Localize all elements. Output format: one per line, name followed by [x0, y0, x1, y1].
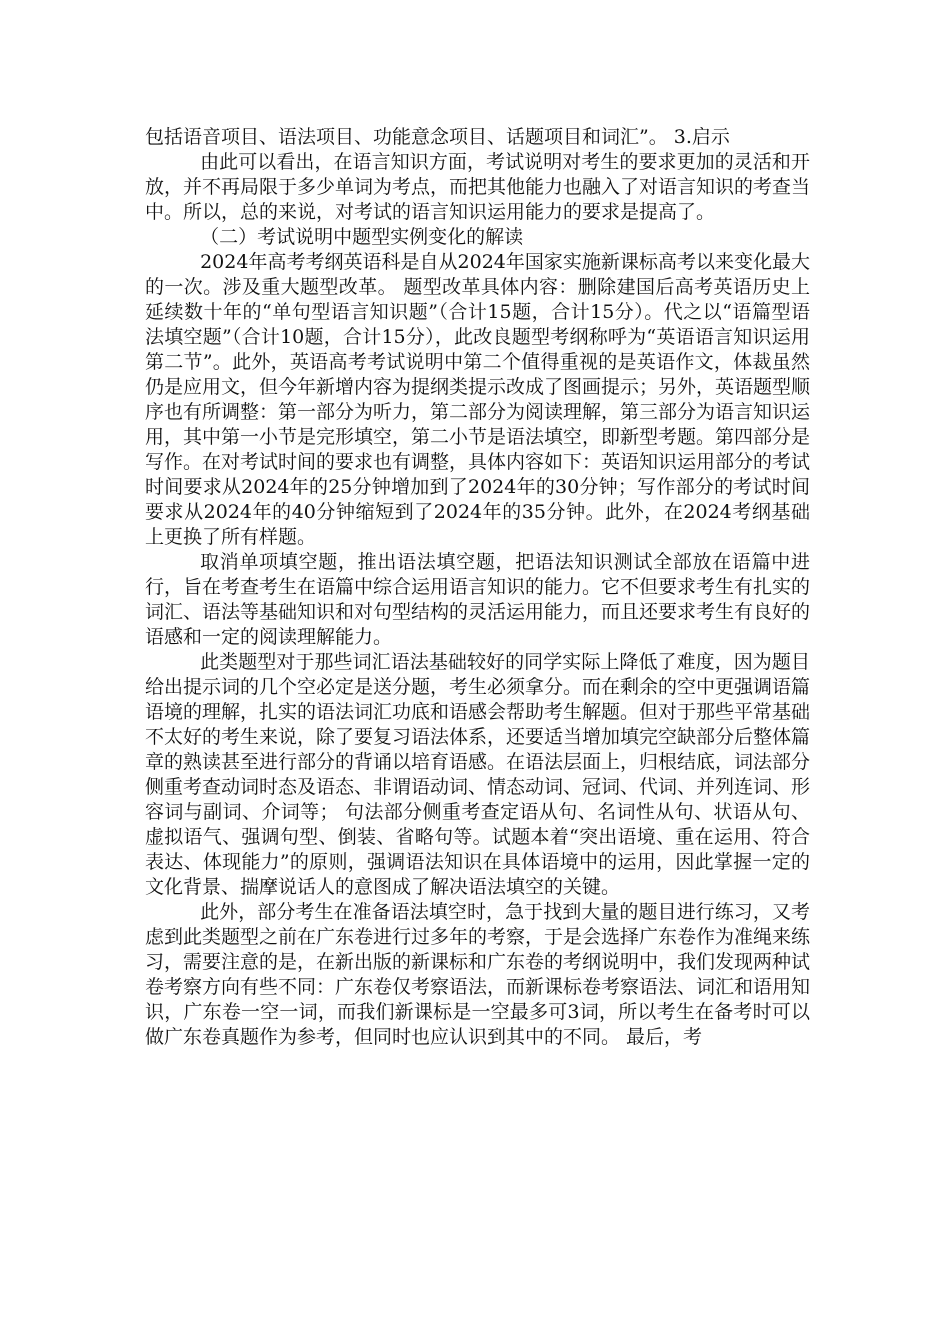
paragraph-5: 此类题型对于那些词汇语法基础较好的同学实际上降低了难度，因为题目给出提示词的几个空必定是送分题，考生必须拿分。而在剩余的空中更强调语篇语境的理解，扎实的语法词汇功底和语感会帮助考生解题。但对于那些平常基础不太好的考生来说，除了要复习语法体系，还要适当增加填完空缺部分后整体篇章的熟读甚至进行部分的背诵以培育语感。在语法层面上，归根结底，词法部分侧重考查动词时态及语态、非谓语动词、情态动词、冠词、代词、并列连词、形容词与副词、介词等； 句法部分侧重考查定语从句、名词性从句、状语从句、虚拟语气、强调句型、倒装、省略句等。试题本着“突出语境、重在运用、符合表达、体现能力”的原则，强调语法知识在具体语境中的运用，因此掌握一定的文化背景、揣摩说话人的意图成了解决语法填空的关键。: [145, 651, 811, 898]
paragraph-6: 此外，部分考生在准备语法填空时，急于找到大量的题目进行练习，又考虑到此类题型之前在广东卷进行过多年的考察，于是会选择广东卷作为准绳来练习，需要注意的是，在新出版的新课标和广东卷的考纲说明中，我们发现两种试卷考察方向有些不同：广东卷仅考察语法，而新课标卷考察语法、词汇和语用知识，广东卷一空一词，而我们新课标是一空最多可3词，所以考生在备考时可以做广东卷真题作为参考，但同时也应认识到其中的不同。 最后，考: [145, 901, 811, 1048]
section-heading: （二）考试说明中题型实例变化的解读: [200, 226, 524, 248]
paragraph-4: 取消单项填空题，推出语法填空题，把语法知识测试全部放在语篇中进行，旨在考查考生在语篇中综合运用语言知识的能力。它不但要求考生有扎实的词汇、语法等基础知识和对句型结构的灵活运用能力，而且还要求考生有良好的语感和一定的阅读理解能力。: [145, 551, 811, 648]
paragraph-3: 2024年高考考纲英语科是自从2024年国家实施新课标高考以来变化最大的一次。涉及重大题型改革。 题型改革具体内容：删除建国后高考英语历史上延续数十年的“单句型语言知识题”（合计15题，合计15分）。代之以“语篇型语法填空题”（合计10题，合计15分），此改良题型考纲称呼为“英语语言知识运用 第二节”。此外，英语高考考试说明中第二个值得重视的是英语作文，体裁虽然仍是应用文，但今年新增内容为提纲类提示改成了图画提示；另外，英语题型顺序也有所调整：第一部分为听力，第二部分为阅读理解，第三部分为语言知识运用，其中第一小节是完形填空，第二小节是语法填空，即新型考题。第四部分是写作。在对考试时间的要求也有调整，具体内容如下：英语知识运用部分的考试时间要求从2024年的25分钟增加到了2024年的30分钟；写作部分的考试时间要求从2024年的40分钟缩短到了2024年的35分钟。此外，在2024考纲基础上更换了所有样题。: [145, 251, 811, 548]
paragraph-2: 由此可以看出，在语言知识方面，考试说明对考生的要求更加的灵活和开放，并不再局限于多少单词为考点，而把其他能力也融入了对语言知识的考查当中。所以，总的来说，对考试的语言知识运用能力的要求是提高了。: [145, 151, 811, 223]
document-page: [145, 125, 810, 1050]
paragraph-1: 包括语音项目、语法项目、功能意念项目、话题项目和词汇”。 3.启示: [145, 126, 730, 148]
